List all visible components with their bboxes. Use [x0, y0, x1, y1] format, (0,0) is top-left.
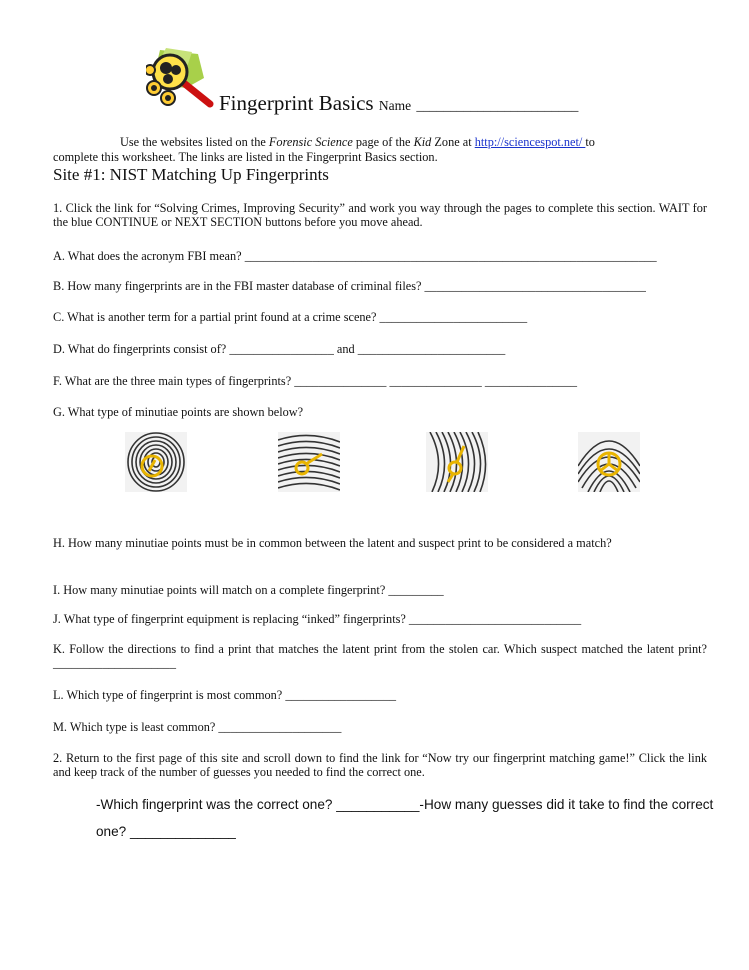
- question-1: 1. Click the link for “Solving Crimes, Improving Security” and work you way through the pages to complete this section. WAIT for the blue CONTINUE or NEXT SECTION buttons before you move ahead.: [53, 201, 707, 229]
- question-l: L. Which type of fingerprint is most common? __________________: [53, 688, 397, 702]
- name-label: Name: [378, 98, 412, 113]
- fingerprint-image-2: [278, 432, 340, 492]
- question-h: H. How many minutiae points must be in common between the latent and suspect print to be considered a match?: [53, 536, 612, 550]
- game-question-line-2: one? ______________: [96, 824, 236, 839]
- magnifier-fingerprint-icon: [146, 48, 218, 110]
- intro-line-2: complete this worksheet. The links are listed in the Fingerprint Basics section.: [53, 150, 438, 164]
- question-2: 2. Return to the first page of this site and scroll down to find the link for “Now try our fingerprint matching game!” Click the link and keep track of the number of guesses you needed to find the correct one.: [53, 751, 707, 779]
- question-b: B. How many fingerprints are in the FBI master database of criminal files? ____________________________________: [53, 279, 646, 293]
- question-g: G. What type of minutiae points are shown below?: [53, 405, 304, 419]
- intro-text-4: to: [585, 135, 595, 149]
- question-d: D. What do fingerprints consist of? _________________ and ________________________: [53, 342, 506, 356]
- intro-text-1: Use the websites listed on the: [120, 135, 269, 149]
- kid-text: Kid: [413, 135, 432, 149]
- sciencespot-link[interactable]: http://sciencespot.net/: [474, 135, 586, 149]
- site1-heading: Site #1: NIST Matching Up Fingerprints: [53, 165, 329, 184]
- forensic-science-text: Forensic Science: [268, 135, 353, 149]
- question-i: I. How many minutiae points will match on a complete fingerprint? _________: [53, 583, 444, 597]
- question-a: A. What does the acronym FBI mean? ___________________________________________________________________: [53, 249, 657, 263]
- question-c: C. What is another term for a partial print found at a crime scene? ________________________: [53, 310, 528, 324]
- fingerprint-image-4: [578, 432, 640, 492]
- intro-text-3: Zone at: [431, 135, 475, 149]
- fingerprint-image-3: [426, 432, 488, 492]
- game-question-line-1: -Which fingerprint was the correct one? ___________-How many guesses did it take to find the correct: [96, 797, 714, 812]
- name-blank: ________________________: [416, 98, 579, 113]
- question-f: F. What are the three main types of fingerprints? _______________ _______________ _______________: [53, 374, 578, 388]
- intro-text-2: page of the: [352, 135, 414, 149]
- question-k: K. Follow the directions to find a print that matches the latent print from the stolen car. Which suspect matched the latent print? ____________________: [53, 642, 707, 670]
- page-title: [219, 91, 578, 118]
- question-j: J. What type of fingerprint equipment is replacing “inked” fingerprints? ____________________________: [53, 612, 582, 626]
- title-text: Fingerprint Basics: [219, 91, 374, 115]
- intro-line-1: [120, 135, 595, 149]
- fingerprint-image-1: [125, 432, 187, 492]
- question-m: M. Which type is least common? ____________________: [53, 720, 342, 734]
